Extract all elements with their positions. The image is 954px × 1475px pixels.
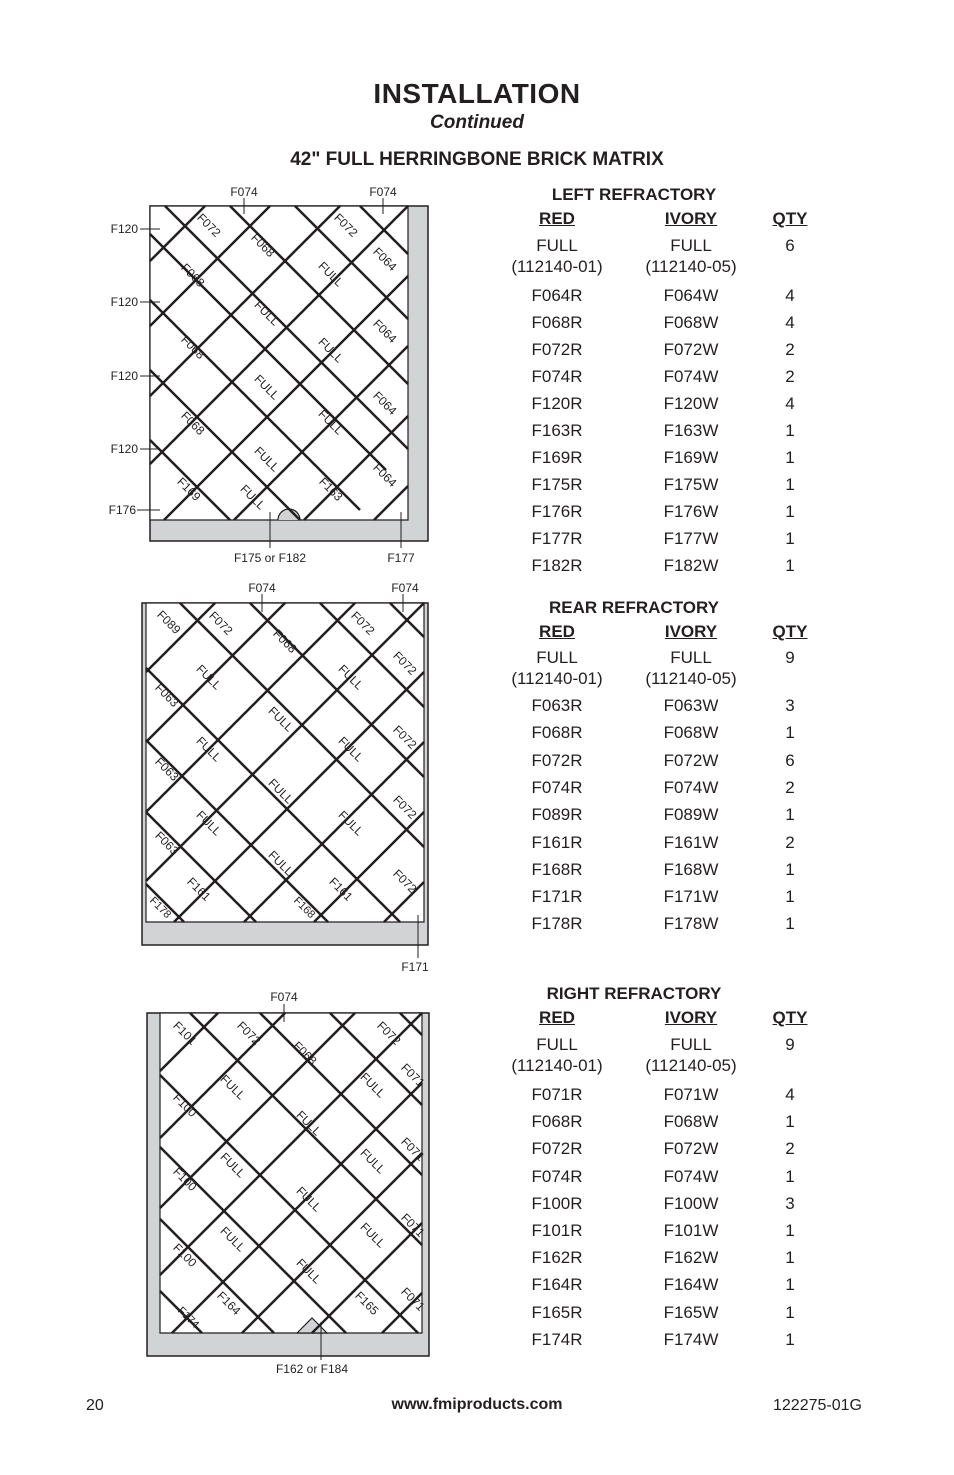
website-link[interactable]: www.fmiproducts.com [391,1396,563,1413]
red-cell: F074R [531,367,583,386]
qty-cell: 1 [785,529,795,548]
brick-label: FULL [193,807,225,839]
table-row [499,1167,899,1193]
right-refractory-diagram [0,985,470,1380]
table-row [499,751,899,777]
brick-label: F163 [316,474,346,504]
brick-label: FULL [357,1069,389,1101]
table-row [499,1248,899,1274]
brick-label: FULL [335,661,367,693]
red-cell: F174R [531,1330,583,1349]
brick-label: FULL [357,1219,389,1251]
brick-label: F064 [370,316,400,346]
ivory-cell: F178W [663,914,719,933]
red-cell: F063R [531,696,583,715]
page-number: 20 [86,1397,104,1414]
brick-label: FULL [315,258,347,290]
table-row [499,313,899,339]
table-row [499,367,899,393]
callout-label: F162 or F184 [275,1362,349,1376]
ivory-part-number: (112140-05) [645,1056,737,1075]
brick-label: F100 [170,1240,200,1270]
red-cell: F120R [531,394,583,413]
red-cell: FULL [536,1035,578,1054]
brick-label: F072 [331,210,361,240]
qty-cell: 1 [785,1167,795,1186]
brick-label: F178 [147,894,174,921]
red-cell: F101R [531,1221,583,1240]
brick-label: F071 [398,1210,428,1240]
callout-label: F120 [110,295,138,309]
brick-label: FULL [293,1183,325,1215]
ivory-part-number: (112140-05) [645,669,737,688]
brick-label: F071 [398,1134,428,1164]
callout-label: F074 [248,581,276,595]
red-cell: F064R [531,286,583,305]
column-header-qty: QTY [772,622,808,641]
brick-label: FULL [335,733,367,765]
ivory-cell: F164W [663,1275,719,1294]
callout-label: F074 [230,185,258,199]
qty-cell: 1 [785,1303,795,1322]
qty-cell: 1 [785,914,795,933]
section-title: LEFT REFRACTORY [551,185,717,204]
page-subtitle: Continued [430,112,524,133]
qty-cell: 6 [785,751,795,770]
brick-label: F072 [390,792,420,822]
table-row [499,1330,899,1356]
brick-label: F072 [390,722,420,752]
qty-cell: 2 [785,778,795,797]
qty-cell: 1 [785,1248,795,1267]
table-row [499,914,899,940]
brick-label: F063 [152,680,182,710]
qty-cell: 1 [785,556,795,575]
callout-label: F120 [110,369,138,383]
table-row [499,448,899,474]
table-row [499,1303,899,1329]
red-cell: F089R [531,805,583,824]
ivory-cell: F163W [663,421,719,440]
brick-label: FULL [217,1149,249,1181]
red-part-number: (112140-01) [511,257,603,276]
brick-label: FULL [193,661,225,693]
brick-label: FULL [357,1145,389,1177]
ivory-part-number: (112140-05) [645,257,737,276]
ivory-cell: F100W [663,1194,719,1213]
red-cell: F165R [531,1303,583,1322]
red-cell: F163R [531,421,583,440]
red-cell: F182R [531,556,583,575]
table-row [499,286,899,312]
brick-label: F169 [174,474,204,504]
brick-label: F072 [234,1018,264,1048]
callout-label: F177 [387,551,415,565]
ivory-cell: F068W [663,313,719,332]
brick-label: F072 [374,1018,404,1048]
brick-label: FULL [265,703,297,735]
column-header-red: RED [539,209,575,228]
brick-label: FULL [237,481,269,513]
brick-label: FULL [265,847,297,879]
ivory-cell: F074W [663,367,719,386]
red-cell: F100R [531,1194,583,1213]
qty-cell: 4 [785,313,795,332]
table-row-full-part [499,669,899,695]
table-row [499,805,899,831]
red-cell: F168R [531,860,583,879]
qty-cell: 9 [785,648,795,667]
column-header-ivory: IVORY [664,1008,718,1027]
table-row [499,860,899,886]
brick-label: F064 [370,244,400,274]
ivory-cell: F165W [663,1303,719,1322]
brick-label: F174 [175,1304,202,1331]
brick-label: F071 [398,1060,428,1090]
ivory-cell: F063W [663,696,719,715]
ivory-cell: F120W [663,394,719,413]
callout-label: F171 [401,960,429,974]
qty-cell: 1 [785,502,795,521]
table-row [499,1112,899,1138]
ivory-cell: F072W [663,340,719,359]
qty-cell: 4 [785,1085,795,1104]
table-row [499,529,899,555]
brick-label: F071 [398,1284,428,1314]
brick-label: F161 [326,874,356,904]
red-part-number: (112140-01) [511,669,603,688]
ivory-cell: FULL [670,648,712,667]
table-row [499,502,899,528]
brick-label: FULL [251,371,283,403]
red-cell: F161R [531,833,583,852]
table-row [499,778,899,804]
ivory-cell: F175W [663,475,719,494]
qty-cell: 1 [785,1112,795,1131]
brick-label: FULL [217,1223,249,1255]
red-part-number: (112140-01) [511,1056,603,1075]
qty-cell: 6 [785,236,795,255]
brick-label: FULL [315,406,347,438]
ivory-cell: F068W [663,1112,719,1131]
brick-label: FULL [335,807,367,839]
table-row [499,421,899,447]
qty-cell: 2 [785,367,795,386]
ivory-cell: F174W [663,1330,719,1349]
table-row [499,475,899,501]
brick-label: F072 [206,608,236,638]
table-row [499,833,899,859]
red-cell: F071R [531,1085,583,1104]
column-header-red: RED [539,622,575,641]
qty-cell: 3 [785,1194,795,1213]
qty-cell: 1 [785,448,795,467]
ivory-cell: F064W [663,286,719,305]
column-header-qty: QTY [772,1008,808,1027]
red-cell: F068R [531,313,583,332]
ivory-cell: F072W [663,1139,719,1158]
qty-cell: 1 [785,887,795,906]
qty-cell: 1 [785,1221,795,1240]
brick-label: FULL [193,733,225,765]
brick-label: FULL [293,1107,325,1139]
callout-label: F120 [110,442,138,456]
left-refractory-diagram [0,178,470,570]
table-row [499,1275,899,1301]
ivory-cell: F068W [663,723,719,742]
table-row [499,696,899,722]
red-cell: F072R [531,751,583,770]
right-refractory-table [499,984,899,1354]
brick-label: F161 [184,874,214,904]
callout-label: F175 or F182 [233,551,307,565]
red-cell: F176R [531,502,583,521]
table-row-full-part [499,1056,899,1082]
qty-cell: 4 [785,394,795,413]
red-cell: FULL [536,236,578,255]
rear-refractory-diagram [0,575,470,980]
brick-label: F165 [352,1288,382,1318]
red-cell: F169R [531,448,583,467]
qty-cell: 9 [785,1035,795,1054]
left-refractory-table [499,185,899,580]
column-header-ivory: IVORY [664,209,718,228]
brick-label: F068 [248,230,278,260]
callout-label: F074 [369,185,397,199]
brick-label: F072 [390,648,420,678]
table-header [499,209,899,235]
callout-label: F074 [391,581,419,595]
brick-label: F168 [291,894,318,921]
table-row [499,1221,899,1247]
red-cell: F072R [531,340,583,359]
red-cell: F175R [531,475,583,494]
ivory-cell: F101W [663,1221,719,1240]
table-header [499,1008,899,1034]
ivory-cell: F162W [663,1248,719,1267]
callout-label: F120 [110,222,138,236]
red-cell: F074R [531,778,583,797]
red-cell: F074R [531,1167,583,1186]
table-row [499,556,899,582]
ivory-cell: F169W [663,448,719,467]
red-cell: F068R [531,1112,583,1131]
ivory-cell: FULL [670,236,712,255]
brick-label: F101 [170,1018,200,1048]
qty-cell: 2 [785,833,795,852]
table-header [499,622,899,648]
ivory-cell: F072W [663,751,719,770]
qty-cell: 1 [785,805,795,824]
section-title: RIGHT REFRACTORY [546,984,722,1003]
brick-label: FULL [265,775,297,807]
matrix-title: 42" FULL HERRINGBONE BRICK MATRIX [290,149,664,170]
red-cell: F162R [531,1248,583,1267]
brick-label: F072 [194,210,224,240]
table-row [499,1194,899,1220]
red-cell: F068R [531,723,583,742]
ivory-cell: F071W [663,1085,719,1104]
brick-label: F164 [214,1288,244,1318]
qty-cell: 1 [785,1330,795,1349]
table-row [499,1085,899,1111]
red-cell: FULL [536,648,578,667]
brick-label: F068 [178,260,208,290]
table-row [499,394,899,420]
brick-label: F068 [270,626,300,656]
table-row [499,723,899,749]
brick-label: F068 [178,408,208,438]
table-row [499,1139,899,1165]
qty-cell: 2 [785,1139,795,1158]
red-cell: F178R [531,914,583,933]
qty-cell: 2 [785,340,795,359]
qty-cell: 1 [785,421,795,440]
brick-label: FULL [251,297,283,329]
document-number: 122275-01G [773,1397,862,1414]
qty-cell: 1 [785,860,795,879]
brick-label: FULL [217,1071,249,1103]
brick-label: FULL [251,443,283,475]
table-row-full-part [499,257,899,283]
page-title: INSTALLATION [373,78,581,109]
brick-label: F072 [348,608,378,638]
callout-label: F176 [108,503,136,517]
red-cell: F072R [531,1139,583,1158]
brick-label: F068 [178,332,208,362]
brick-label: F100 [170,1164,200,1194]
qty-cell: 1 [785,723,795,742]
ivory-cell: FULL [670,1035,712,1054]
ivory-cell: F161W [663,833,719,852]
table-row [499,340,899,366]
column-header-qty: QTY [772,209,808,228]
qty-cell: 1 [785,1275,795,1294]
brick-label: F063 [152,828,182,858]
ivory-cell: F171W [663,887,719,906]
red-cell: F164R [531,1275,583,1294]
column-header-red: RED [539,1008,575,1027]
red-cell: F171R [531,887,583,906]
brick-label: FULL [315,334,347,366]
ivory-cell: F074W [663,1167,719,1186]
qty-cell: 1 [785,475,795,494]
ivory-cell: F089W [663,805,719,824]
column-header-ivory: IVORY [664,622,718,641]
ivory-cell: F182W [663,556,719,575]
table-row [499,887,899,913]
qty-cell: 3 [785,696,795,715]
brick-label: F063 [152,754,182,784]
qty-cell: 4 [785,286,795,305]
brick-label: F064 [370,388,400,418]
ivory-cell: F176W [663,502,719,521]
brick-label: F068 [290,1038,320,1068]
brick-label: F089 [154,607,184,637]
rear-refractory-table [499,598,899,943]
brick-label: F064 [370,460,400,490]
red-cell: F177R [531,529,583,548]
brick-label: FULL [293,1255,325,1287]
callout-label: F074 [270,990,298,1004]
ivory-cell: F177W [663,529,719,548]
section-title: REAR REFRACTORY [548,598,719,617]
brick-label: F100 [170,1090,200,1120]
brick-label: F072 [390,866,420,896]
ivory-cell: F168W [663,860,719,879]
ivory-cell: F074W [663,778,719,797]
